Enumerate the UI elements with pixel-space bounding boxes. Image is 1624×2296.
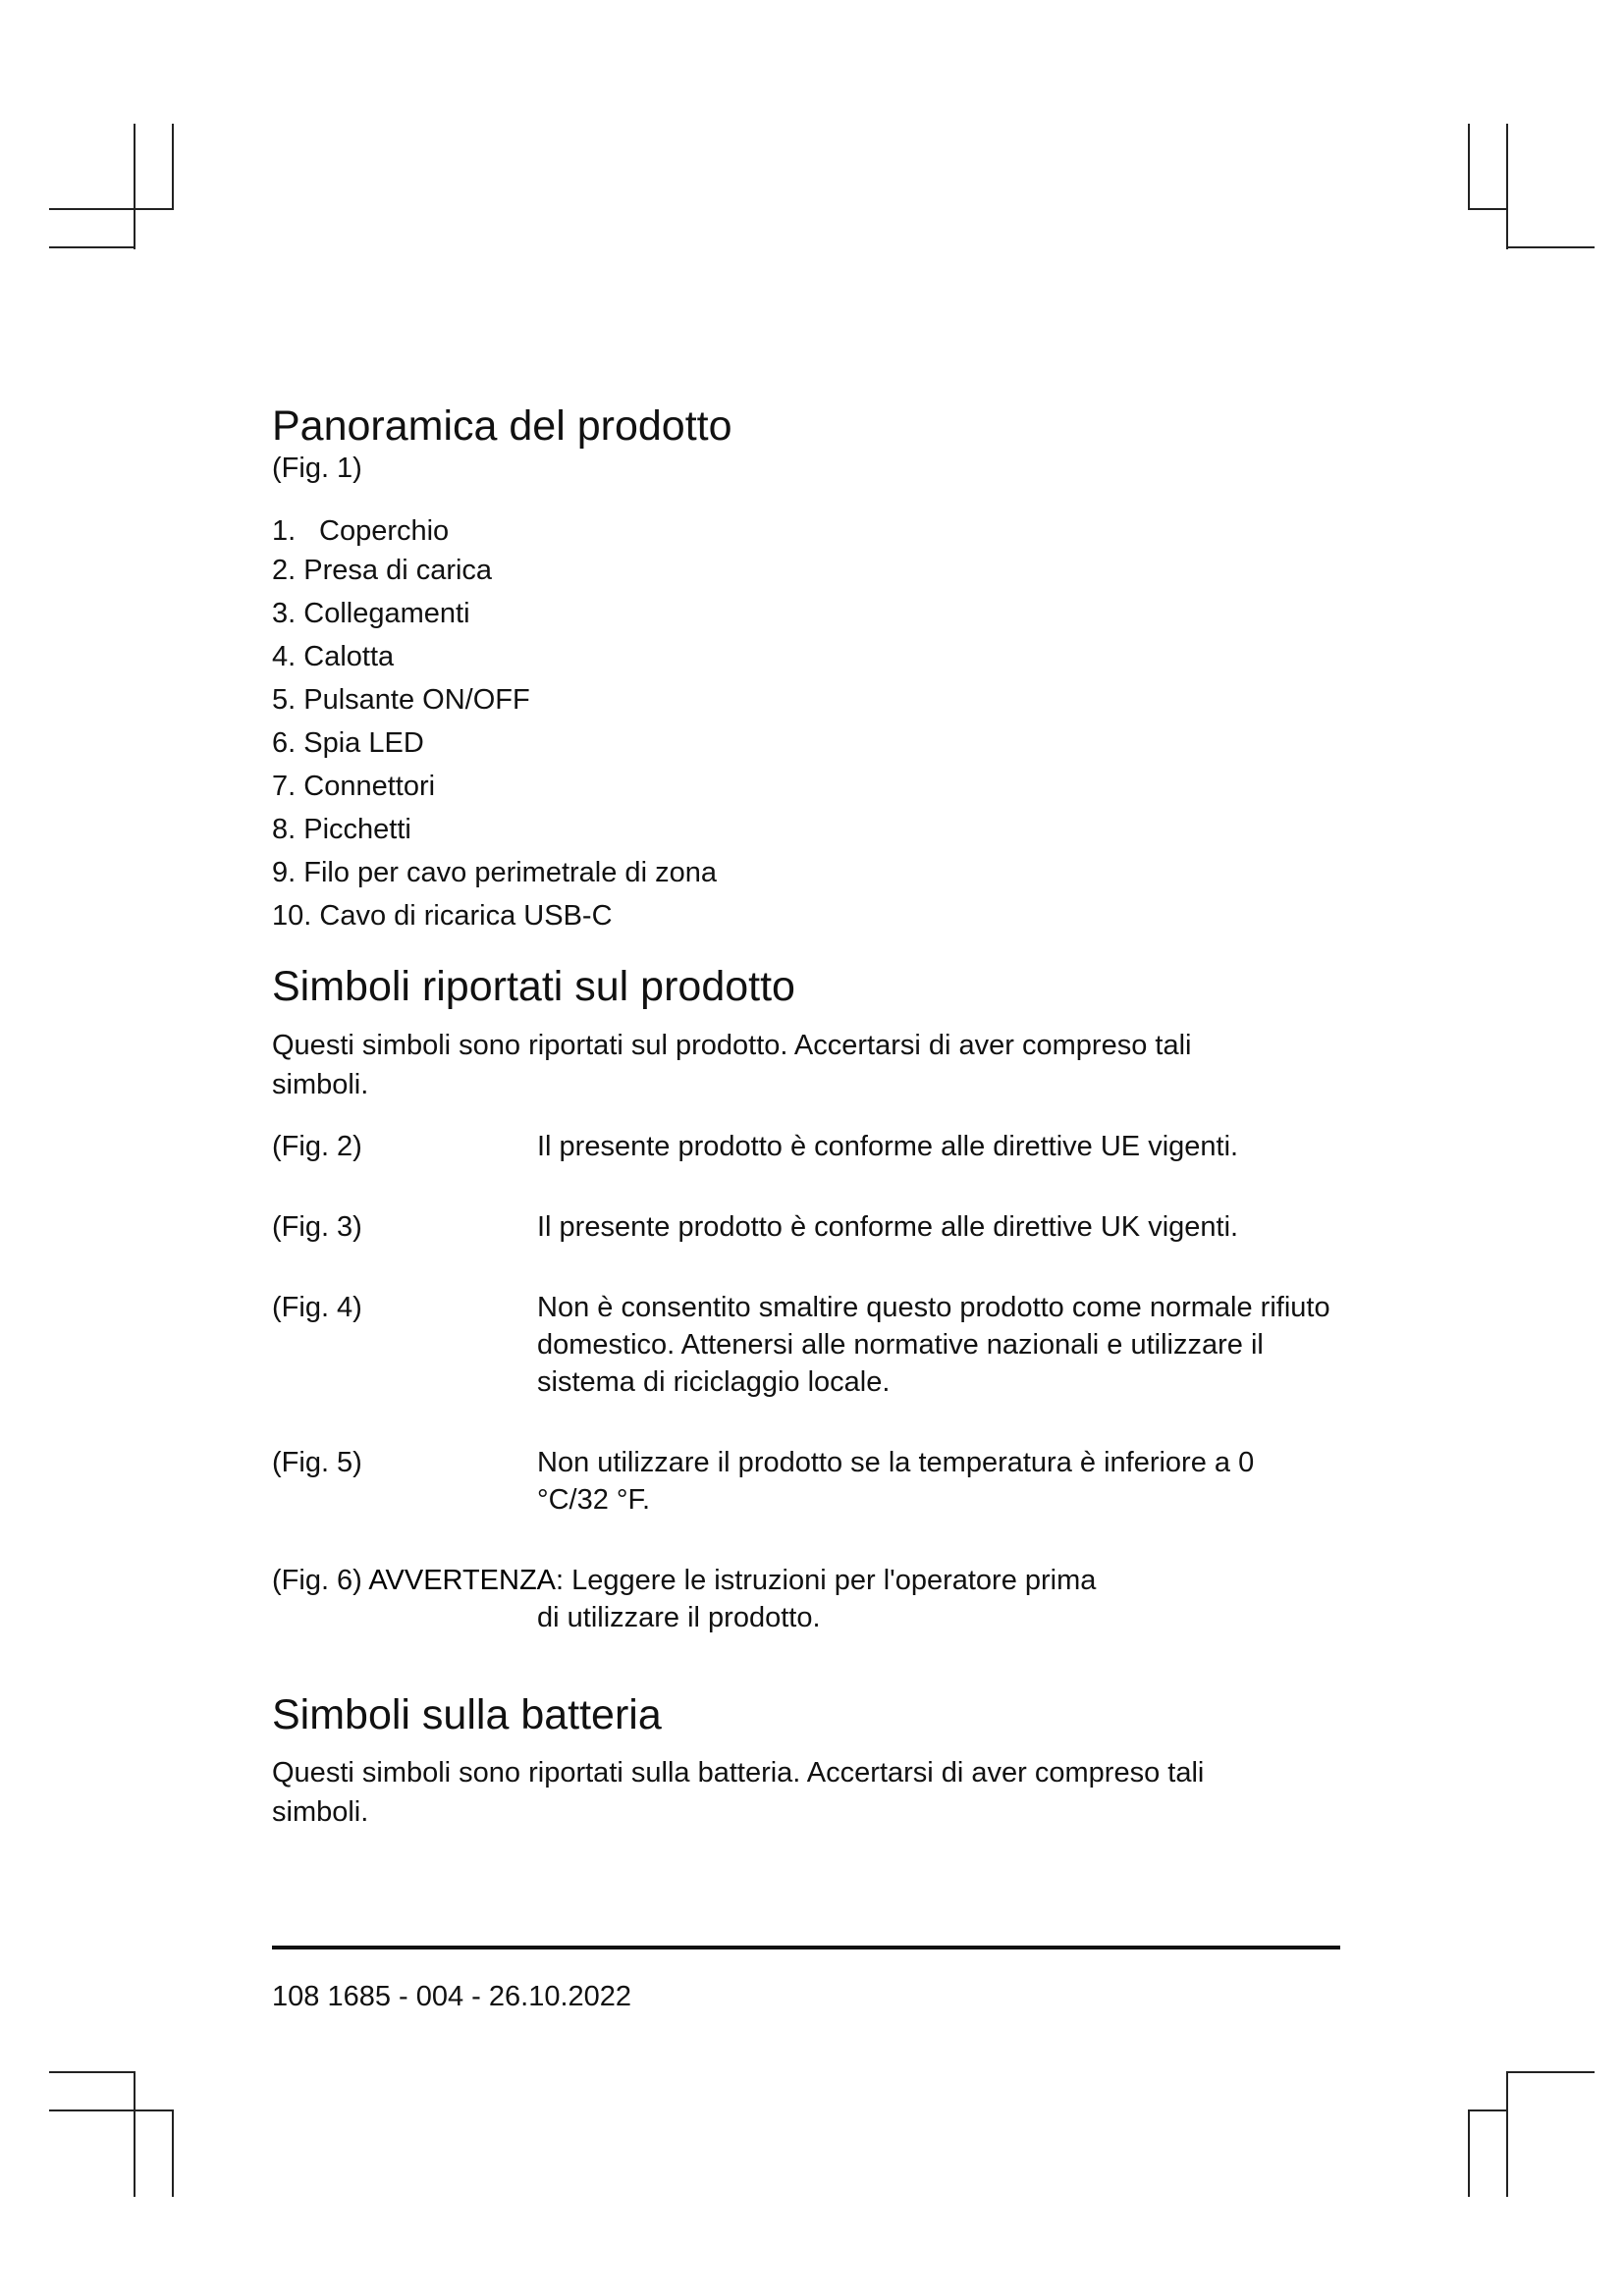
symbol-description: Il presente prodotto è conforme alle direttive UE vigenti. [537, 1130, 1239, 1162]
item-number: 6. [272, 727, 297, 760]
battery-symbols-intro: Questi simboli sono riportati sulla batteria. Accertarsi di aver compreso tali simboli. [272, 1757, 1205, 1828]
crop-mark [49, 208, 174, 210]
list-item [272, 851, 1342, 894]
crop-mark [1468, 2109, 1470, 2197]
overview-fig-ref: (Fig. 1) [272, 453, 362, 485]
list-item [272, 765, 1342, 808]
item-number: 8. [272, 814, 297, 846]
crop-mark [1468, 2109, 1508, 2111]
item-label: Collegamenti [303, 598, 470, 630]
list-item [272, 592, 1342, 635]
warning-fig-ref: (Fig. 6) [272, 1564, 362, 1596]
item-label: Presa di carica [303, 555, 493, 587]
item-label: Cavo di ricarica USB-C [319, 900, 613, 933]
list-item [272, 635, 1342, 678]
crop-mark [49, 2109, 174, 2111]
symbol-row [272, 1208, 1342, 1246]
item-label: Picchetti [303, 814, 411, 846]
item-number: 3. [272, 598, 297, 630]
parts-list [272, 509, 1342, 937]
crop-mark [1506, 246, 1595, 248]
symbol-description: Non è consentito smaltire questo prodotto come normale rifiuto domestico. Attenersi alle normative nazionali e utilizzare il sistema di riciclaggio locale. [537, 1291, 1330, 1398]
item-number: 5. [272, 684, 297, 717]
warning-row [272, 1562, 1342, 1636]
warning-text-line1: Leggere le istruzioni per l'operatore prima [571, 1564, 1097, 1596]
item-number: 9. [272, 857, 297, 889]
crop-mark [49, 2071, 135, 2073]
crop-mark [134, 2071, 135, 2197]
footer-divider [272, 1946, 1340, 1949]
symbol-fig-ref: (Fig. 5) [272, 1446, 362, 1478]
overview-title: Panoramica del prodotto [272, 402, 732, 450]
list-item [272, 678, 1342, 721]
item-number: 4. [272, 641, 297, 673]
crop-mark [172, 2109, 174, 2197]
item-label: Filo per cavo perimetrale di zona [303, 857, 717, 889]
product-symbols-intro: Questi simboli sono riportati sul prodotto. Accertarsi di aver compreso tali simboli. [272, 1029, 1192, 1100]
crop-mark [172, 124, 174, 210]
symbol-fig-ref: (Fig. 2) [272, 1130, 362, 1162]
item-number: 7. [272, 771, 297, 803]
crop-mark [134, 124, 135, 249]
symbol-fig-ref: (Fig. 4) [272, 1291, 362, 1323]
item-number: 1. [272, 515, 297, 548]
product-symbols-title: Simboli riportati sul prodotto [272, 963, 795, 1011]
crop-mark [1506, 2071, 1595, 2073]
crop-mark [1506, 2071, 1508, 2197]
item-label: Calotta [303, 641, 395, 673]
list-item [272, 808, 1342, 851]
item-number: 2. [272, 555, 297, 587]
item-label: Coperchio [319, 515, 450, 548]
list-item [272, 894, 1342, 937]
warning-text-line2: di utilizzare il prodotto. [537, 1601, 821, 1633]
page-content [272, 402, 1342, 1832]
crop-mark [1506, 124, 1508, 249]
crop-mark [1468, 124, 1470, 210]
document-code: 108 1685 - 004 - 26.10.2022 [272, 1981, 632, 2012]
warning-label: AVVERTENZA: [368, 1564, 565, 1596]
symbol-row [272, 1128, 1342, 1165]
item-label: Spia LED [303, 727, 424, 760]
list-item [272, 721, 1342, 765]
symbol-fig-ref: (Fig. 3) [272, 1210, 362, 1243]
battery-symbols-title: Simboli sulla batteria [272, 1690, 662, 1738]
symbol-description: Il presente prodotto è conforme alle direttive UK vigenti. [537, 1210, 1239, 1243]
item-label: Pulsante ON/OFF [303, 684, 530, 717]
crop-mark [49, 246, 135, 248]
list-item [272, 509, 1342, 549]
item-number: 10. [272, 900, 312, 933]
item-label: Connettori [303, 771, 436, 803]
symbol-row [272, 1444, 1342, 1519]
list-item [272, 549, 1342, 592]
crop-mark [1468, 208, 1508, 210]
symbol-row [272, 1289, 1342, 1401]
symbol-description: Non utilizzare il prodotto se la temperatura è inferiore a 0 °C/32 °F. [537, 1446, 1255, 1516]
